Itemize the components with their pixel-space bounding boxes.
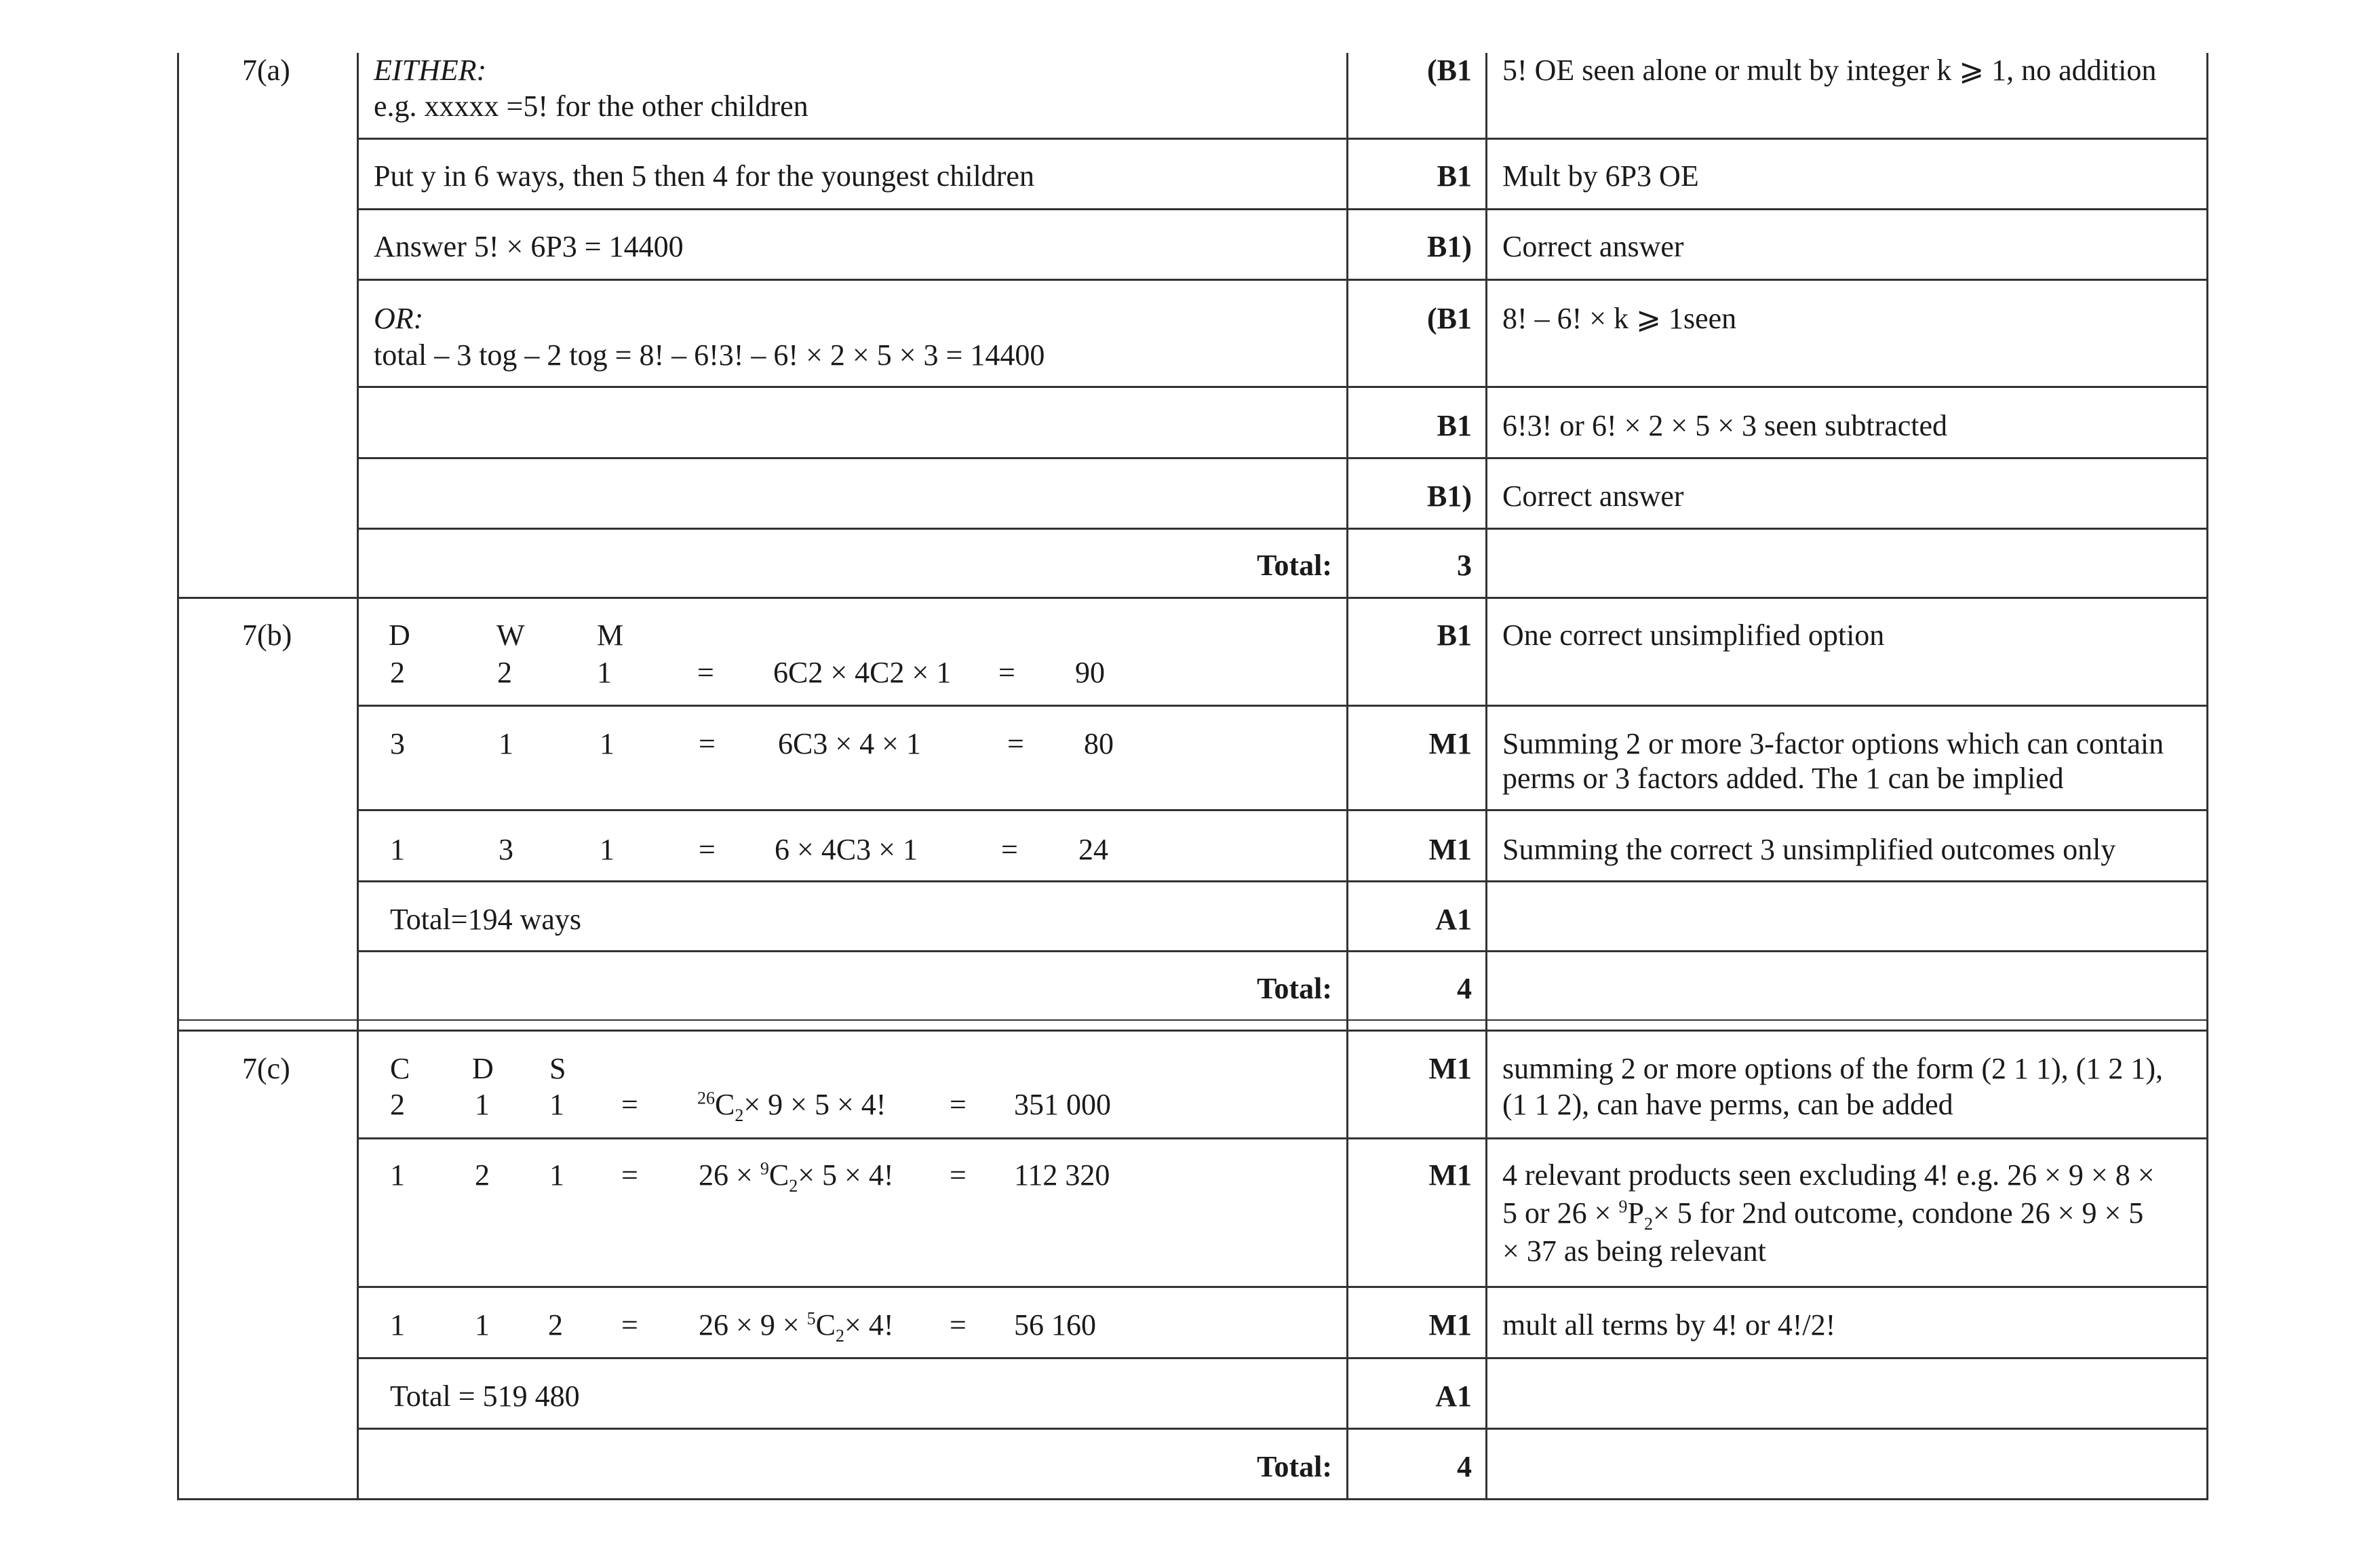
mark: M1 [1428,1308,1472,1342]
cell: 1 [475,1308,490,1342]
guidance: summing 2 or more options of the form (2 1 1), (1 2 1), [1502,1052,2163,1085]
grid-hline [357,705,2208,707]
cell: 2 [390,656,405,689]
grid-hline [357,138,2208,140]
grid-hline [357,950,2208,952]
answer-line: Answer 5! × 6P3 = 14400 [374,230,684,263]
guidance: Summing the correct 3 unsimplified outcomes only [1502,833,2116,866]
grid-vline [1346,53,1348,1500]
mark: M1 [1428,727,1472,760]
mark: B1 [1437,159,1472,193]
question-label: 7(a) [242,54,290,87]
grid-hline [177,1019,2208,1021]
grid-hline [177,1030,2208,1032]
grid-vline [2206,53,2208,1500]
or-label: OR: [374,302,424,335]
expression: $26 \times 9 \times ^5C_2\times 4$! [699,1308,894,1346]
guidance: 5 or $26 \times ^9P_2\times 5$ for 2nd outcome, condone 26 × 9 × 5 [1502,1196,2144,1234]
grid-hline [357,809,2208,811]
guidance: 8! – 6! × k ⩾ 1seen [1502,302,1737,335]
result-value: 80 [1084,727,1114,760]
result-value: 24 [1078,833,1108,866]
equals-sign: = [950,1088,967,1121]
mark: (B1 [1427,302,1472,335]
cell: 1 [499,727,513,760]
expression: 6C2 × 4C2 × 1 [773,656,952,689]
cell: 1 [475,1088,490,1121]
grid-hline [177,1498,2208,1500]
grid-vline [177,53,179,1500]
cell: 1 [390,833,405,866]
equals-sign: = [950,1158,967,1192]
guidance: One correct unsimplified option [1502,619,1885,652]
expression: $26 \times ^9C_2\times 5 \times 4$! [699,1158,894,1196]
mark: (B1 [1427,54,1472,87]
mark: M1 [1428,1158,1472,1192]
mark: A1 [1435,903,1472,936]
result-value: 351 000 [1014,1088,1111,1121]
column-header: D [389,619,410,652]
grid-vline [357,53,359,1500]
total-value: 3 [1457,549,1472,582]
cell: 1 [600,727,614,760]
equals-sign: = [699,833,716,866]
guidance: Mult by 6P3 OE [1502,159,1699,193]
question-label: 7(b) [242,619,292,652]
answer-line: Put y in 6 ways, then 5 then 4 for the youngest children [374,159,1034,193]
cell: 1 [390,1158,405,1192]
cell: 2 [497,656,512,689]
grid-hline [357,1286,2208,1288]
grid-hline [357,528,2208,530]
grid-hline [357,386,2208,388]
cell: 1 [390,1308,405,1342]
or-line: total – 3 tog – 2 tog = 8! – 6!3! – 6! × 2 × 5 × 3 = 14400 [374,338,1045,372]
column-header: D [472,1052,494,1085]
total-line: Total=194 ways [390,903,582,936]
cell: 1 [549,1088,564,1121]
guidance: Correct answer [1502,480,1684,513]
total-label: Total: [1257,1450,1332,1483]
total-label: Total: [1257,972,1332,1005]
total-label: Total: [1257,549,1332,582]
cell: 1 [549,1158,564,1192]
result-value: 90 [1075,656,1105,689]
grid-vline [1485,53,1487,1500]
cell: 3 [390,727,405,760]
equals-sign: = [950,1308,967,1342]
grid-hline [357,208,2208,210]
equals-sign: = [621,1088,638,1121]
cell: 3 [499,833,513,866]
equals-sign: = [1001,833,1018,866]
question-label: 7(c) [242,1052,290,1085]
grid-hline [357,279,2208,281]
expression: $^{26}C_2\times 9 \times 5 \times 4$! [697,1088,886,1125]
guidance: 5! OE seen alone or mult by integer k ⩾ 1, no addition [1502,54,2157,87]
result-value: 112 320 [1014,1158,1110,1192]
cell: 1 [600,833,614,866]
guidance: mult all terms by 4! or 4!/2! [1502,1308,1836,1342]
cell: 2 [475,1158,490,1192]
column-header: S [549,1052,566,1085]
equals-sign: = [699,727,716,760]
expression: 6C3 × 4 × 1 [778,727,921,760]
cell: 2 [390,1088,405,1121]
mark: B1 [1437,619,1472,652]
guidance: 4 relevant products seen excluding 4! e.g. 26 × 9 × 8 × [1502,1158,2155,1192]
either-line: e.g. xxxxx =5! for the other children [374,90,808,123]
grid-hline [357,1137,2208,1139]
equals-sign: = [1007,727,1024,760]
mark: B1) [1427,480,1472,513]
guidance: Summing 2 or more 3-factor options which can contain [1502,727,2164,760]
grid-hline [177,597,2208,599]
grid-hline [357,1357,2208,1359]
grid-hline [357,880,2208,882]
mark: A1 [1435,1380,1472,1413]
total-value: 4 [1457,1450,1472,1483]
equals-sign: = [998,656,1015,689]
mark: M1 [1428,1052,1472,1085]
mark: B1) [1427,230,1472,263]
grid-hline [357,457,2208,459]
grid-hline [357,1428,2208,1430]
cell: 1 [597,656,612,689]
equals-sign: = [621,1308,638,1342]
either-label: EITHER: [374,54,487,87]
guidance: × 37 as being relevant [1502,1234,1766,1268]
expression: 6 × 4C3 × 1 [775,833,918,866]
column-header: M [597,619,624,652]
cell: 2 [548,1308,563,1342]
equals-sign: = [697,656,714,689]
column-header: C [390,1052,410,1085]
guidance: Correct answer [1502,230,1684,263]
guidance: (1 1 2), can have perms, can be added [1502,1088,1953,1121]
total-line: Total = 519 480 [390,1380,580,1413]
equals-sign: = [621,1158,638,1192]
result-value: 56 160 [1014,1308,1096,1342]
total-value: 4 [1457,972,1472,1005]
mark: M1 [1428,833,1472,866]
mark: B1 [1437,409,1472,442]
guidance: perms or 3 factors added. The 1 can be implied [1502,762,2064,795]
column-header: W [496,619,525,652]
guidance: 6!3! or 6! × 2 × 5 × 3 seen subtracted [1502,409,1948,442]
